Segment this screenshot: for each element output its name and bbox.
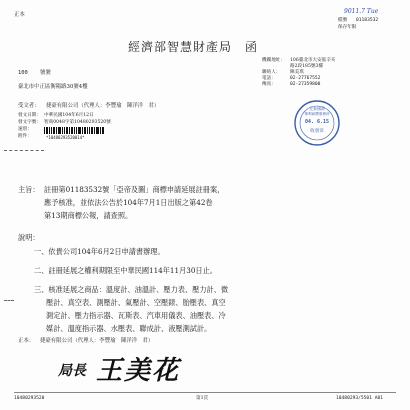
subject-line-1: 註冊第01183532號「亞帝及圖」商標申請延展註冊案， (44, 185, 225, 194)
handwritten-note: 9011.7 Tue (344, 8, 379, 15)
explanation-item-1: 一、依貴公司104年6月2日申請書辦理。 (34, 247, 165, 256)
recipient-name-label: 受文者： (18, 103, 40, 109)
recipient-name: 捷豪有限公司（代理人：李豐瑜 陳洋洋 君） (46, 103, 160, 109)
explanation-item-3-line-3: 測定計、壓力指示器、瓦斯表、汽車用儀表、油壓表、冷 (46, 311, 226, 320)
subject-line-3: 第13期商標公報，請查照。 (44, 211, 133, 220)
contact-label: 聯絡人： (262, 70, 281, 75)
explanation-item-3-line-2: 壓計、真空表、測壓計、氣壓計、空壓錶、胎壓表、真空 (46, 298, 226, 307)
phone-label: 電話： (262, 76, 276, 81)
binding-line-lower (4, 300, 14, 301)
phone-number: 02-27767552 (290, 76, 321, 81)
stamp-receipt-label: 收發章 (310, 129, 324, 134)
issue-date-label: 發文日期： (18, 113, 41, 118)
archive-label: 檔號 (338, 18, 348, 23)
footer-page-mark: 第1頁 (196, 396, 209, 401)
barcode-text: *10480293520014* (46, 135, 85, 140)
footer-left-code: 10480293520 (14, 396, 45, 401)
subject-line-2: 應予核准，並依法公告於104年7月1日出版之第42卷 (44, 198, 213, 207)
issue-number-label: 發文字號： (18, 120, 41, 125)
stamp-firm-type: 專利商標事務所 (304, 112, 330, 116)
explanation-item-3-line-4: 媒計、溫度指示器、水壓表、聯成計、液壓測試計。 (46, 324, 212, 333)
signature-name: 王美花 (96, 356, 181, 386)
archive-number: 01183532 (356, 18, 379, 23)
footer-right-code: 10480293/5501 A01 (336, 396, 384, 401)
footer-rule (14, 392, 396, 393)
stamp-firm-name: 全泰國際 (309, 106, 325, 111)
signature-title: 局長 (58, 363, 86, 379)
cc-label: 正本： (18, 338, 35, 344)
sender-address-line-2: 路2段185號3樓 (290, 64, 323, 69)
recipient-postcode-suffix: 號號 (40, 70, 51, 76)
attachment-label: 附件： (18, 134, 32, 139)
contact-person: 陳美琪 (290, 70, 304, 75)
document-title: 經濟部智慧財產局 函 (128, 40, 259, 54)
subject-label: 主旨： (18, 185, 40, 194)
retention-label: 保存年限 (338, 25, 357, 30)
explanation-label: 說明： (18, 233, 40, 242)
fax-number: 02-27359800 (290, 82, 321, 87)
recipient-postcode: 100 (18, 70, 28, 76)
issue-date: 中華民國104年6月12日 (44, 113, 94, 118)
sender-address: 106臺北市大安區辛亥 (290, 58, 336, 63)
binding-line-left (4, 150, 44, 151)
cc-recipient: 捷豪有限公司（代理人：李豐瑜 陳洋洋 君） (40, 338, 154, 344)
explanation-item-2: 二、註冊延展之權利期限至中華民國114年11月30日止。 (34, 266, 217, 275)
issue-number: 智商0048字第10480293520號 (44, 120, 111, 125)
fax-label: 傳真： (262, 82, 276, 87)
sender-address-label: 機關地址： (262, 58, 285, 63)
recipient-address: 臺北市中正區衡陽路30號4樓 (18, 84, 88, 90)
explanation-item-3-line-1: 三、核准延展之商品：溫度計、油溫計、壓力表、壓力計、微 (34, 285, 229, 294)
original-copy-label: 正本 (14, 12, 25, 18)
speed-label: 速別： (18, 127, 32, 132)
stamp-date: 04. 6.15 (304, 119, 330, 125)
barcode-image (44, 127, 104, 134)
